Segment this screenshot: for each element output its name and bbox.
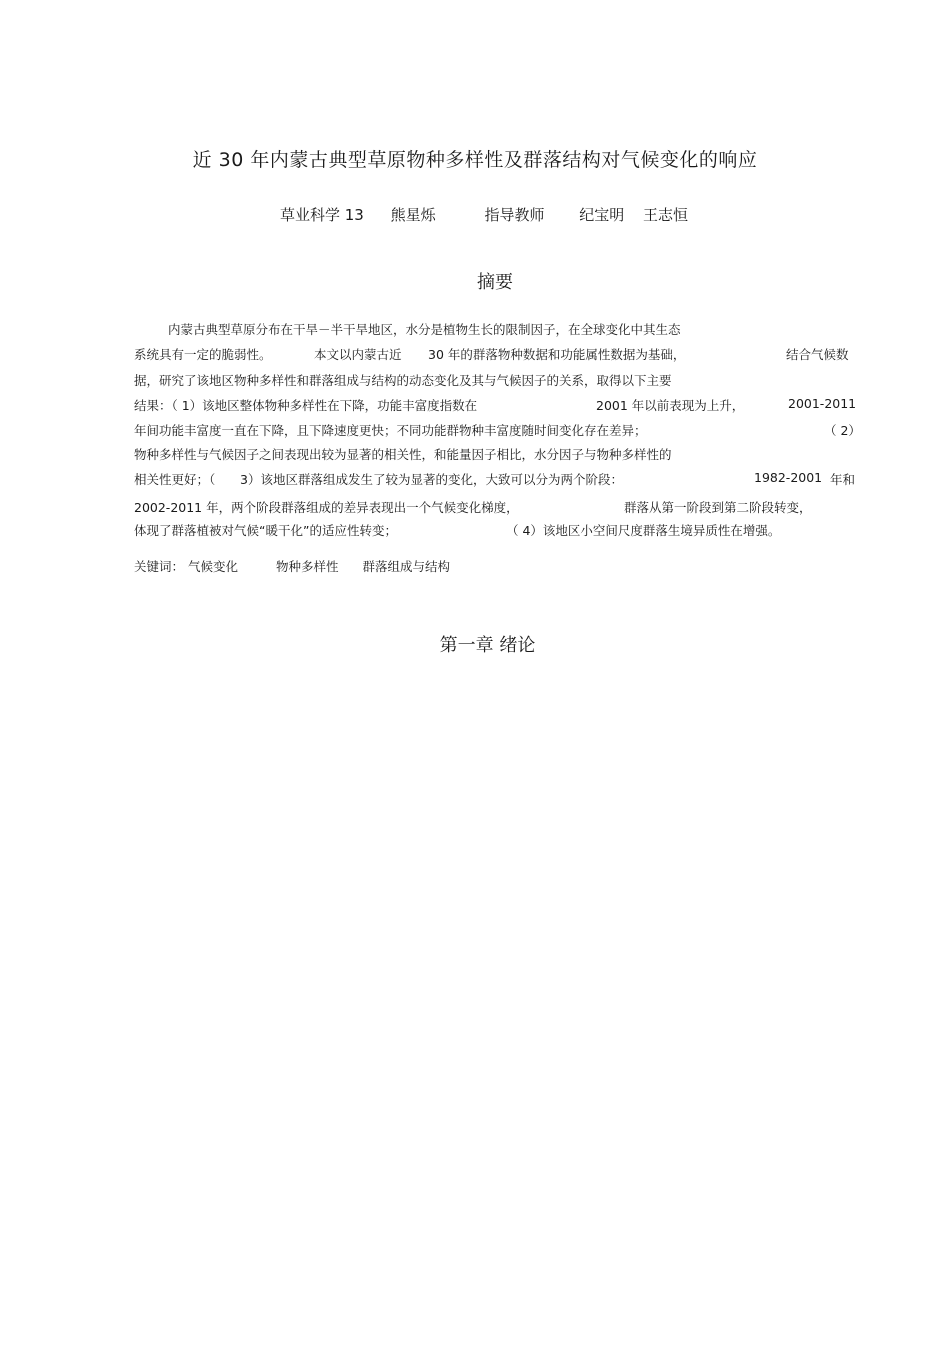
paper-title: 近 30 年内蒙古典型草原物种多样性及群落结构对气候变化的响应	[192, 149, 758, 171]
keywords-line	[134, 557, 450, 575]
author-name: 熊星烁	[390, 206, 436, 224]
abstract-segment: 体现了群落植被对气候“暖干化”的适应性转变；	[134, 523, 397, 538]
keyword-item: 群落组成与结构	[362, 559, 451, 574]
abstract-segment: 2001-2011	[788, 396, 857, 411]
abstract-segment: （ 2）	[824, 423, 861, 438]
abstract-segment: 结合气候数	[786, 347, 849, 362]
abstract-segment: 2001 年以前表现为上升，	[596, 398, 745, 413]
abstract-segment: 1982-2001	[754, 470, 823, 485]
keywords-label: 关键词：	[134, 559, 185, 574]
abstract-segment: 年和	[830, 472, 856, 487]
abstract-heading: 摘要	[477, 272, 513, 293]
abstract-segment: （ 4）该地区小空间尺度群落生境异质性在增强。	[506, 523, 781, 538]
keyword-item: 物种多样性	[276, 559, 339, 574]
abstract-segment: 本文以内蒙古近	[314, 347, 402, 362]
advisor-name-1: 纪宝明	[579, 206, 625, 224]
abstract-segment: 相关性更好；（	[134, 472, 216, 487]
abstract-segment: 30 年的群落物种数据和功能属性数据为基础，	[428, 347, 686, 362]
abstract-segment: 内蒙古典型草原分布在干旱－半干旱地区，水分是植物生长的限制因子，在全球变化中其生态	[168, 322, 681, 337]
advisor-label: 指导教师	[484, 206, 545, 224]
author-line	[280, 204, 688, 225]
advisor-name-2: 王志恒	[643, 206, 689, 224]
abstract-segment: 据，研究了该地区物种多样性和群落组成与结构的动态变化及其与气候因子的关系，取得以下主要	[134, 373, 672, 388]
keyword-item: 气候变化	[188, 559, 239, 574]
abstract-segment: 结果：（ 1）该地区整体物种多样性在下降，功能丰富度指数在	[134, 398, 478, 413]
abstract-segment: 物种多样性与气候因子之间表现出较为显著的相关性，和能量因子相比，水分因子与物种多样性的	[134, 447, 672, 462]
abstract-segment: 年间功能丰富度一直在下降，且下降速度更快；不同功能群物种丰富度随时间变化存在差异；	[134, 423, 647, 438]
author-major: 草业科学 13	[280, 206, 364, 224]
abstract-segment: 群落从第一阶段到第二阶段转变，	[624, 500, 812, 515]
abstract-segment: 3）该地区群落组成发生了较为显著的变化，大致可以分为两个阶段：	[240, 472, 623, 487]
abstract-segment: 系统具有一定的脆弱性。	[134, 347, 272, 362]
chapter-title: 第一章 绪论	[439, 635, 536, 656]
abstract-segment: 2002-2011 年，两个阶段群落组成的差异表现出一个气候变化梯度，	[134, 500, 519, 515]
